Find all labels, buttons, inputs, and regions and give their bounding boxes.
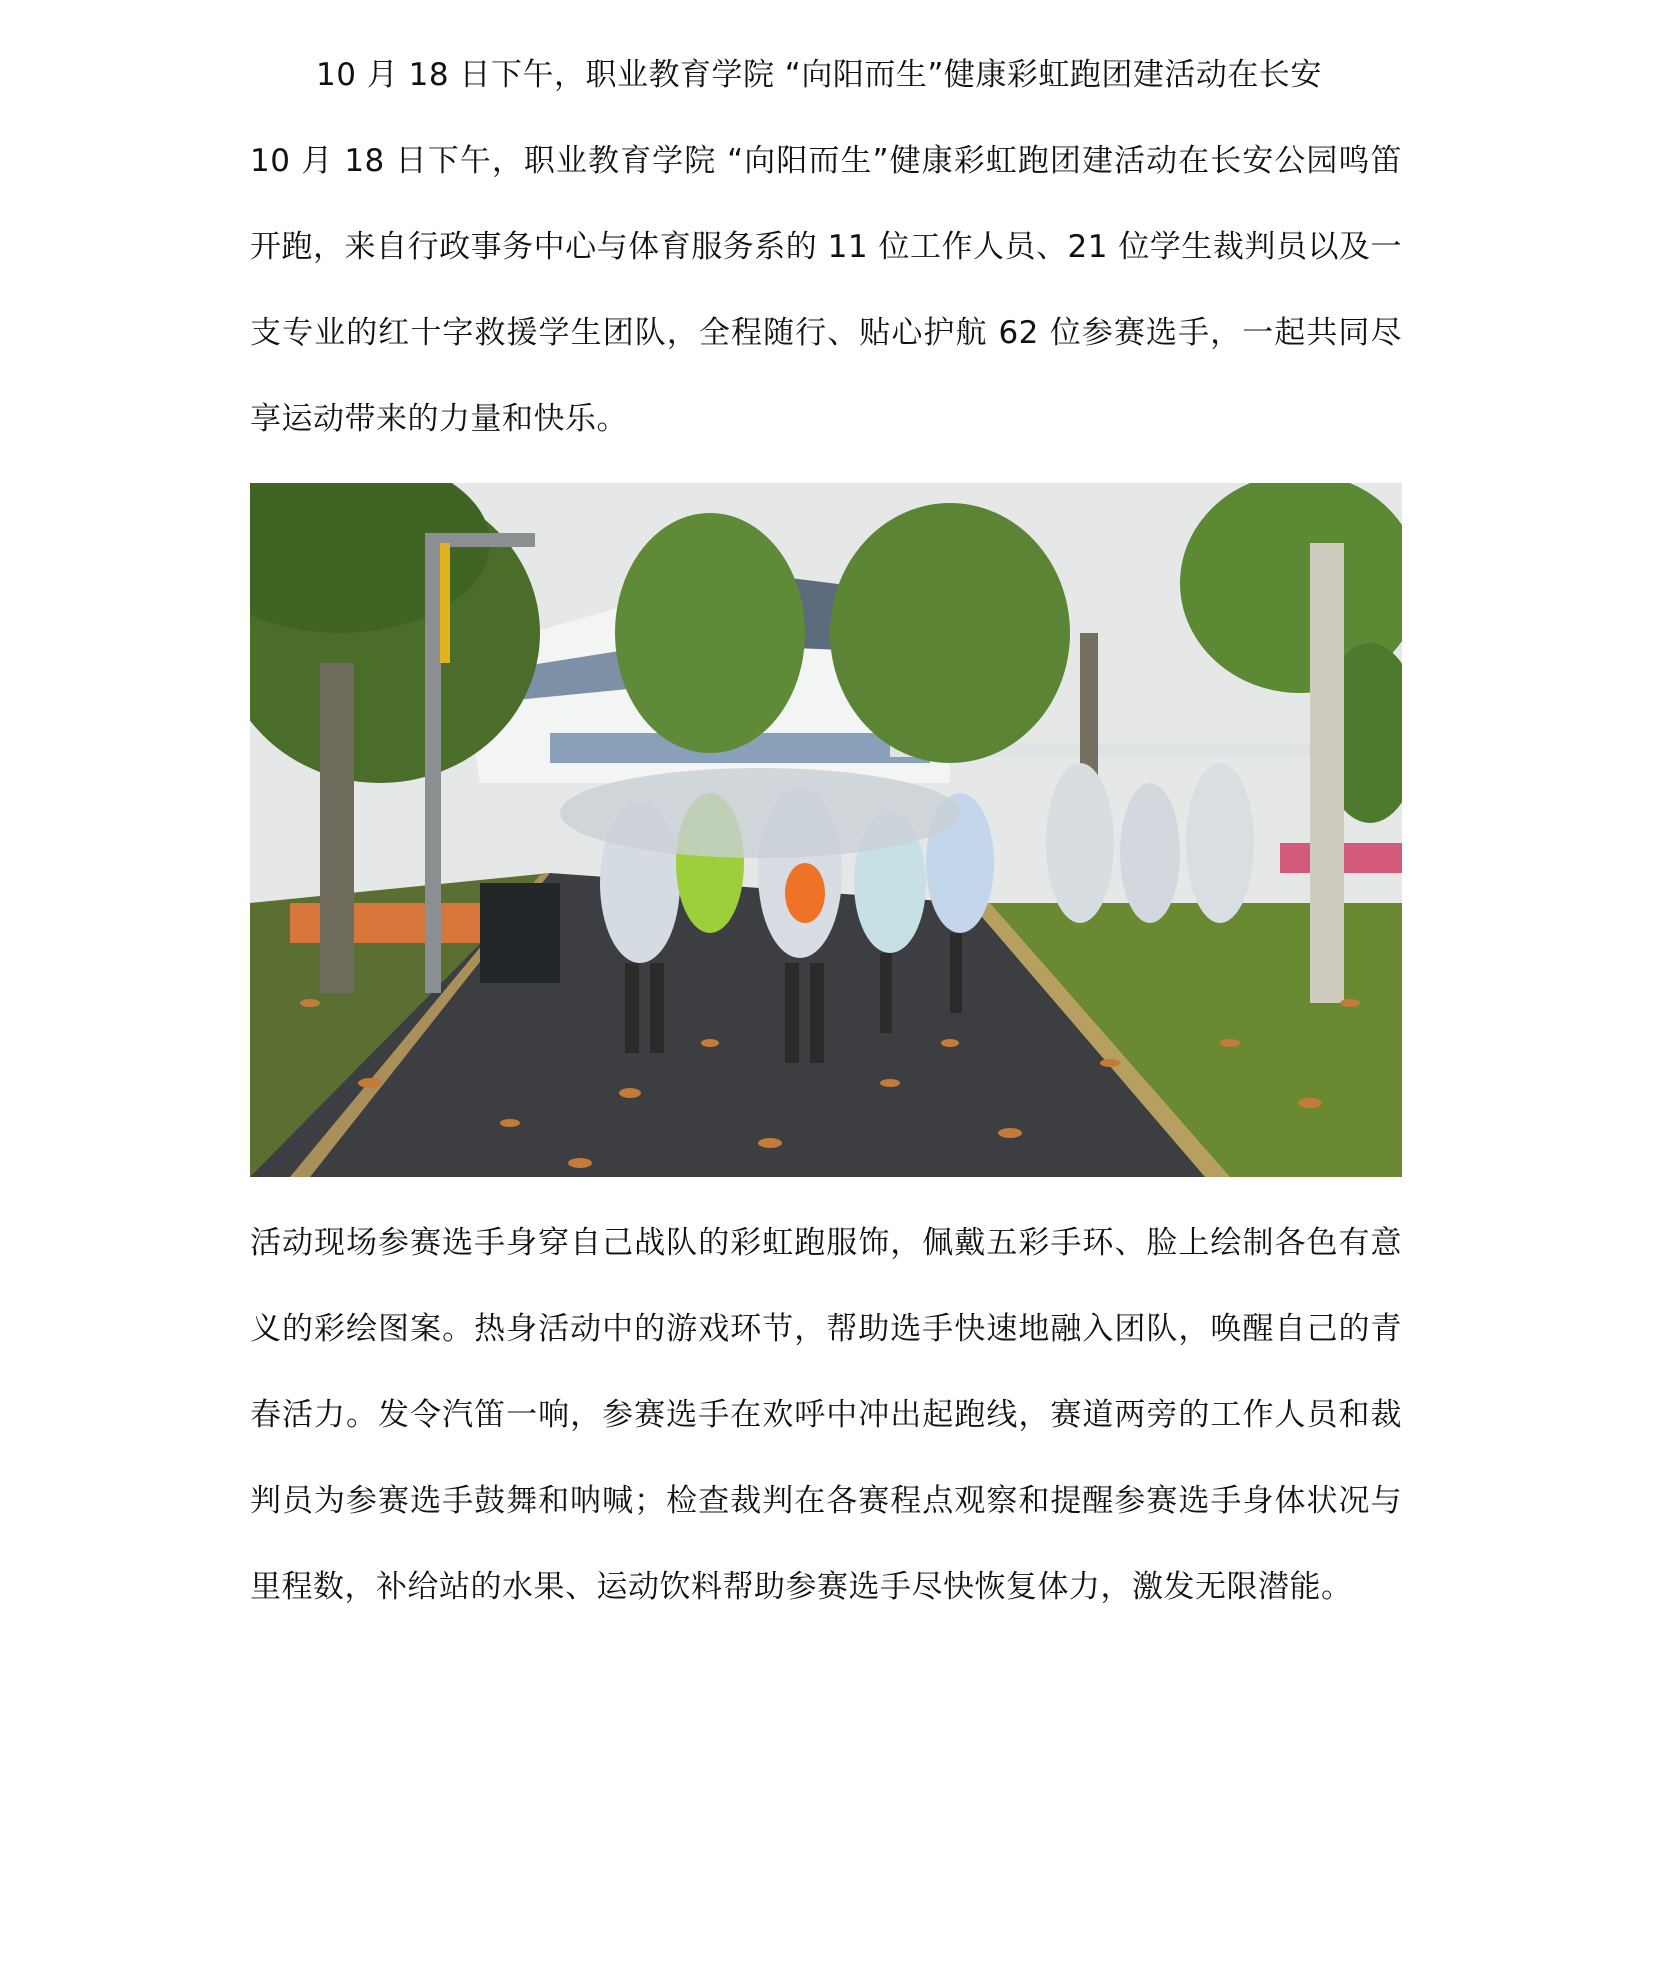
lamp-stripe [440, 543, 450, 663]
tree-canopy [615, 513, 805, 753]
paragraph-intro-repeat: 10 月 18 日下午，职业教育学院 “向阳而生”健康彩虹跑团建活动在长安 [316, 57, 1322, 93]
tree-trunk [320, 663, 354, 993]
rainbow-run-photo [250, 483, 1402, 1177]
paragraph-intro: 10 月 18 日下午，职业教育学院 “向阳而生”健康彩虹跑团建活动在长安公园鸣笛开跑，来自行政事务中心与体育服务系的 11 位工作人员、21 位学生裁判员以及一支专业的红十字救援学生团队，全程随行、贴心护航 62 位参赛选手，一起共同尽享运动带来的力量和快乐。 [250, 143, 1402, 437]
tree-canopy [830, 503, 1070, 763]
lamp-post [425, 543, 441, 993]
paragraph-description: 活动现场参赛选手身穿自己战队的彩虹跑服饰，佩戴五彩手环、脸上绘制各色有意义的彩绘图案。热身活动中的游戏环节，帮助选手快速地融入团队，唤醒自己的青春活力。发令汽笛一响，参赛选手在欢呼中冲出起跑线，赛道两旁的工作人员和裁判员为参赛选手鼓舞和呐喊；检查裁判在各赛程点观察和提醒参赛选手身体状况与里程数，补给站的水果、运动饮料帮助参赛选手尽快恢复体力，激发无限潜能。 [250, 1225, 1402, 1605]
tree-trunk [1310, 543, 1344, 1003]
trash-bins [480, 883, 560, 983]
photo-illustration [250, 483, 1402, 1177]
